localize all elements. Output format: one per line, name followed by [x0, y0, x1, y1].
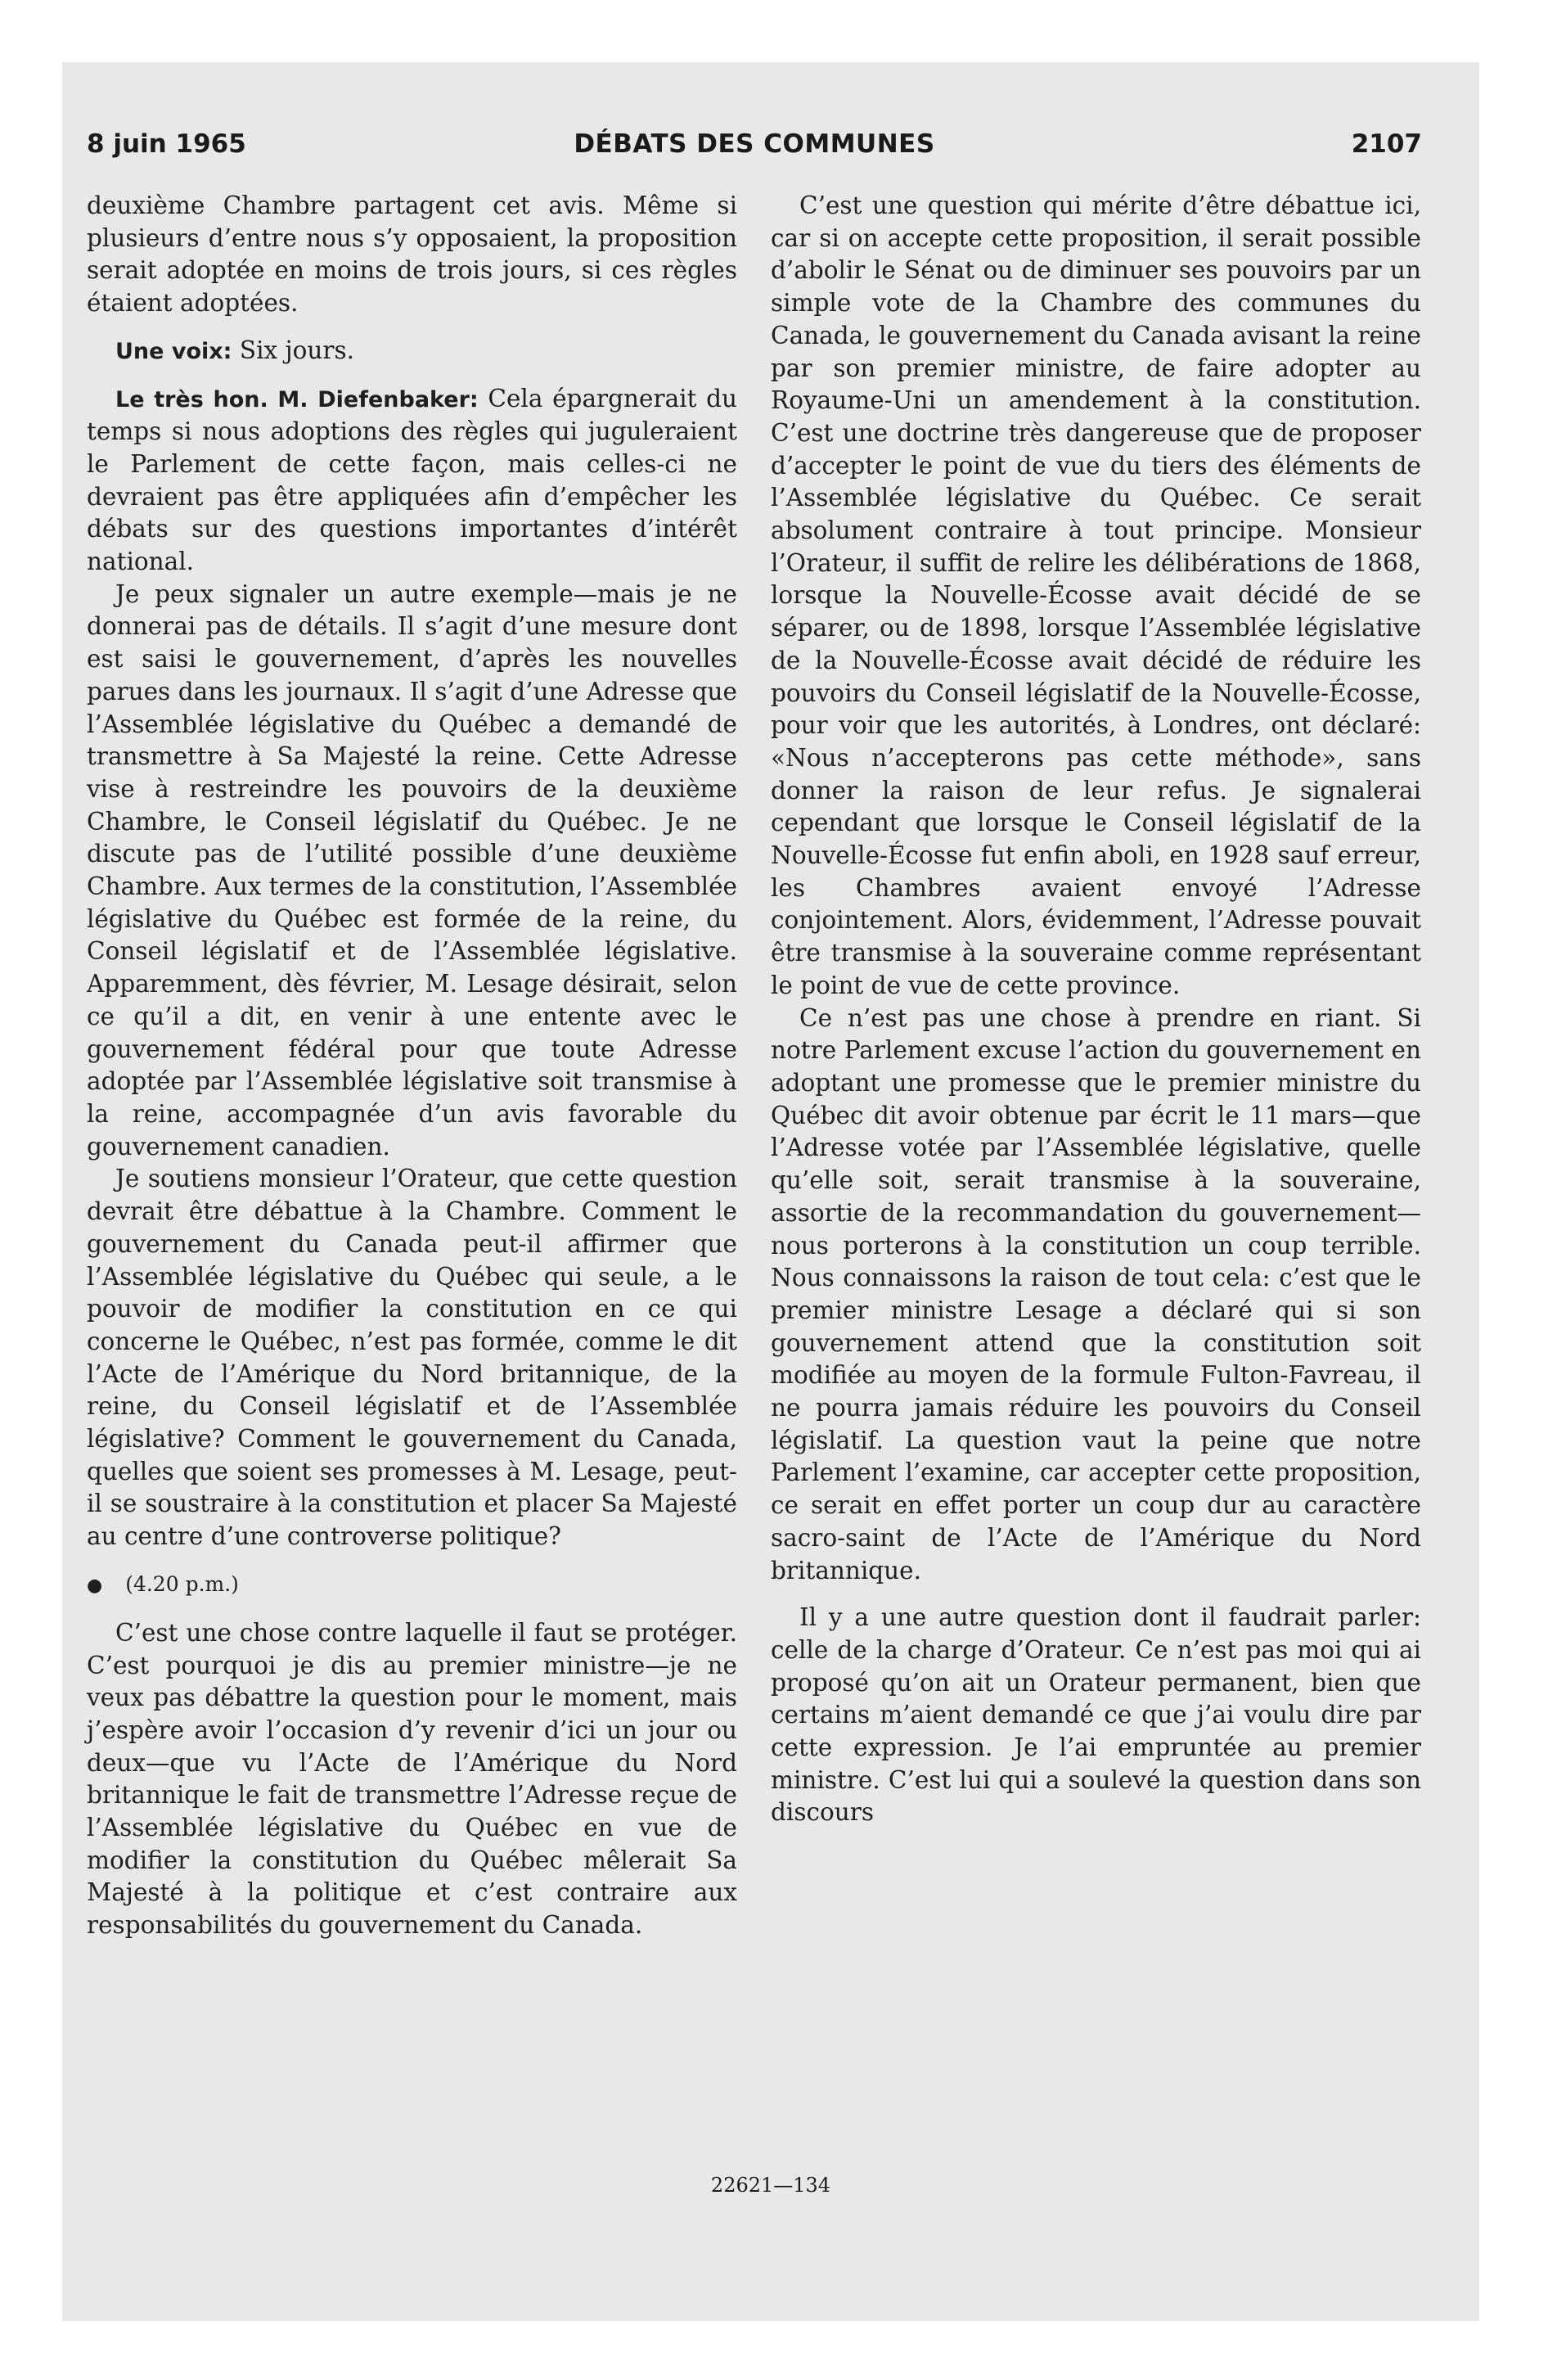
left-paragraph-3: Je soutiens monsieur l’Orateur, que cette question devrait être débattue à la Chambre. Comment le gouvernement du Canada peut-il affirmer que l’Assemblée législative du Québec qui seule, a le pouvoir de modifier la constitution en ce qui concerne le Québec, n’est pas formée, comme le dit l’Acte de l’Amérique du Nord britannique, de la reine, du Conseil législatif et de l’Assemblée législative? Comment le gouvernement du Canada, quelles que soient ses promesses à M. Lesage, peut-il se soustraire à la constitution et placer Sa Majesté au centre d’une controverse politique? [87, 1165, 737, 1551]
page-sheet [62, 62, 1479, 2321]
right-paragraph-3: Il y a une autre question dont il faudrait parler: celle de la charge d’Orateur. Ce n’est pas moi qui ai proposé qu’on ait un Orateur permanent, bien que certains m’aient demandé ce que j’ai voulu dire par cette expression. Je l’ai empruntée au premier ministre. C’est lui qui a soulevé la question dans son discours [771, 1603, 1421, 1827]
header-date: 8 juin 1965 [87, 129, 246, 159]
speech-text: Six jours. [232, 336, 355, 364]
timestamp [87, 1570, 737, 1601]
header-title: DÉBATS DES COMMUNES [574, 129, 935, 159]
diefenbaker-speech [87, 383, 737, 579]
right-paragraph-1: C’est une question qui mérite d’être débattue ici, car si on accepte cette proposition, il serait possible d’abolir le Sénat ou de diminuer ses pouvoirs par un simple vote de la Chambre des communes du Canada, le gouvernement du Canada avisant la reine par son premier ministre, de faire adopter au Royaume-Uni un amendement à la constitution. C’est une doctrine très dangereuse que de proposer d’accepter le point de vue du tiers des éléments de l’Assemblée législative du Québec. Ce serait absolument contraire à tout principe. Monsieur l’Orateur, il suffit de relire les délibérations de 1868, lorsque la Nouvelle-Écosse avait décidé de se séparer, ou de 1898, lorsque l’Assemblée législative de la Nouvelle-Écosse avait décidé de réduire les pouvoirs du Conseil législatif de la Nouvelle-Écosse, pour voir que les autorités, à Londres, ont déclaré: «Nous n’accepterons pas cette méthode», sans donner la raison de leur refus. Je signalerai cependant que lorsque le Conseil législatif de la Nouvelle-Écosse fut enfin aboli, en 1928 sauf erreur, les Chambres avaient envoyé l’Adresse conjointement. Alors, évidemment, l’Adresse pouvait être transmise à la souveraine comme représentant le point de vue de cette province. [771, 192, 1421, 999]
speaker-name: Une voix: [115, 338, 232, 364]
right-paragraph-2: Ce n’est pas une chose à prendre en riant. Si notre Parlement excuse l’action du gouvernement en adoptant une promesse que le premier ministre du Québec dit avoir obtenue par écrit le 11 mars—que l’Adresse votée par l’Assemblée législative, quelle qu’elle soit, serait transmise à la souveraine, assortie de la recommandation du gouvernement—nous porterons à la constitution un coup terrible. Nous connaissons la raison de tout cela: c’est que le premier ministre Lesage a déclaré qui si son gouvernement attend que la constitution soit modifiée au moyen de la formule Fulton-Favreau, il ne pourra jamais réduire les pouvoirs du Conseil législatif. La question vaut la peine que notre Parlement l’examine, car accepter cette proposition, ce serait en effet porter un coup dur au caractère sacro-saint de l’Acte de l’Amérique du Nord britannique. [771, 1003, 1421, 1584]
left-paragraph-1: deuxième Chambre partagent cet avis. Même si plusieurs d’entre nous s’y opposaient, la proposition serait adoptée en moins de trois jours, si ces règles étaient adoptées. [87, 192, 737, 318]
speaker-name: Le très hon. M. Diefenbaker: [115, 386, 479, 412]
page-header [87, 129, 1422, 170]
voice-interjection [87, 335, 737, 368]
right-column [771, 190, 1421, 1829]
left-column [87, 190, 737, 1942]
bullet-icon: ● [87, 1575, 103, 1596]
left-paragraph-2: Je peux signaler un autre exemple—mais je ne donnerai pas de détails. Il s’agit d’une mesure dont est saisi le gouvernement, d’après les nouvelles parues dans les journaux. Il s’agit d’une Adresse que l’Assemblée législative du Québec a demandé de transmettre à Sa Majesté la reine. Cette Adresse vise à restreindre les pouvoirs de la deuxième Chambre, le Conseil législatif du Québec. Je ne discute pas de l’utilité possible d’une deuxième Chambre. Aux termes de la constitution, l’Assemblée législative du Québec est formée de la reine, du Conseil législatif et de l’Assemblée législative. Apparemment, dès février, M. Lesage désirait, selon ce qu’il a dit, en venir à une entente avec le gouvernement fédéral pour que toute Adresse adoptée par l’Assemblée législative soit transmise à la reine, accompagnée d’un avis favorable du gouvernement canadien. [87, 579, 737, 1161]
left-paragraph-4: C’est une chose contre laquelle il faut se protéger. C’est pourquoi je dis au premier ministre—je ne veux pas débattre la question pour le moment, mais j’espère avoir l’occasion d’y revenir d’ici un jour ou deux—que vu l’Acte de l’Amérique du Nord britannique le fait de transmettre l’Adresse reçue de l’Assemblée législative du Québec en vue de modifier la constitution du Québec mêlerait Sa Majesté à la politique et c’est contraire aux responsabilités du gouvernement du Canada. [87, 1618, 737, 1940]
speech-text: Cela épargnerait du temps si nous adoptions des règles qui juguleraient le Parlement de cette façon, mais celles-ci ne devraient pas être appliquées afin d’empêcher les débats sur des questions importantes d’intérêt national. [87, 384, 738, 576]
page-footer-code: 22621—134 [710, 2174, 831, 2197]
timestamp-text: (4.20 p.m.) [125, 1571, 239, 1596]
header-page-number: 2107 [1351, 129, 1422, 159]
